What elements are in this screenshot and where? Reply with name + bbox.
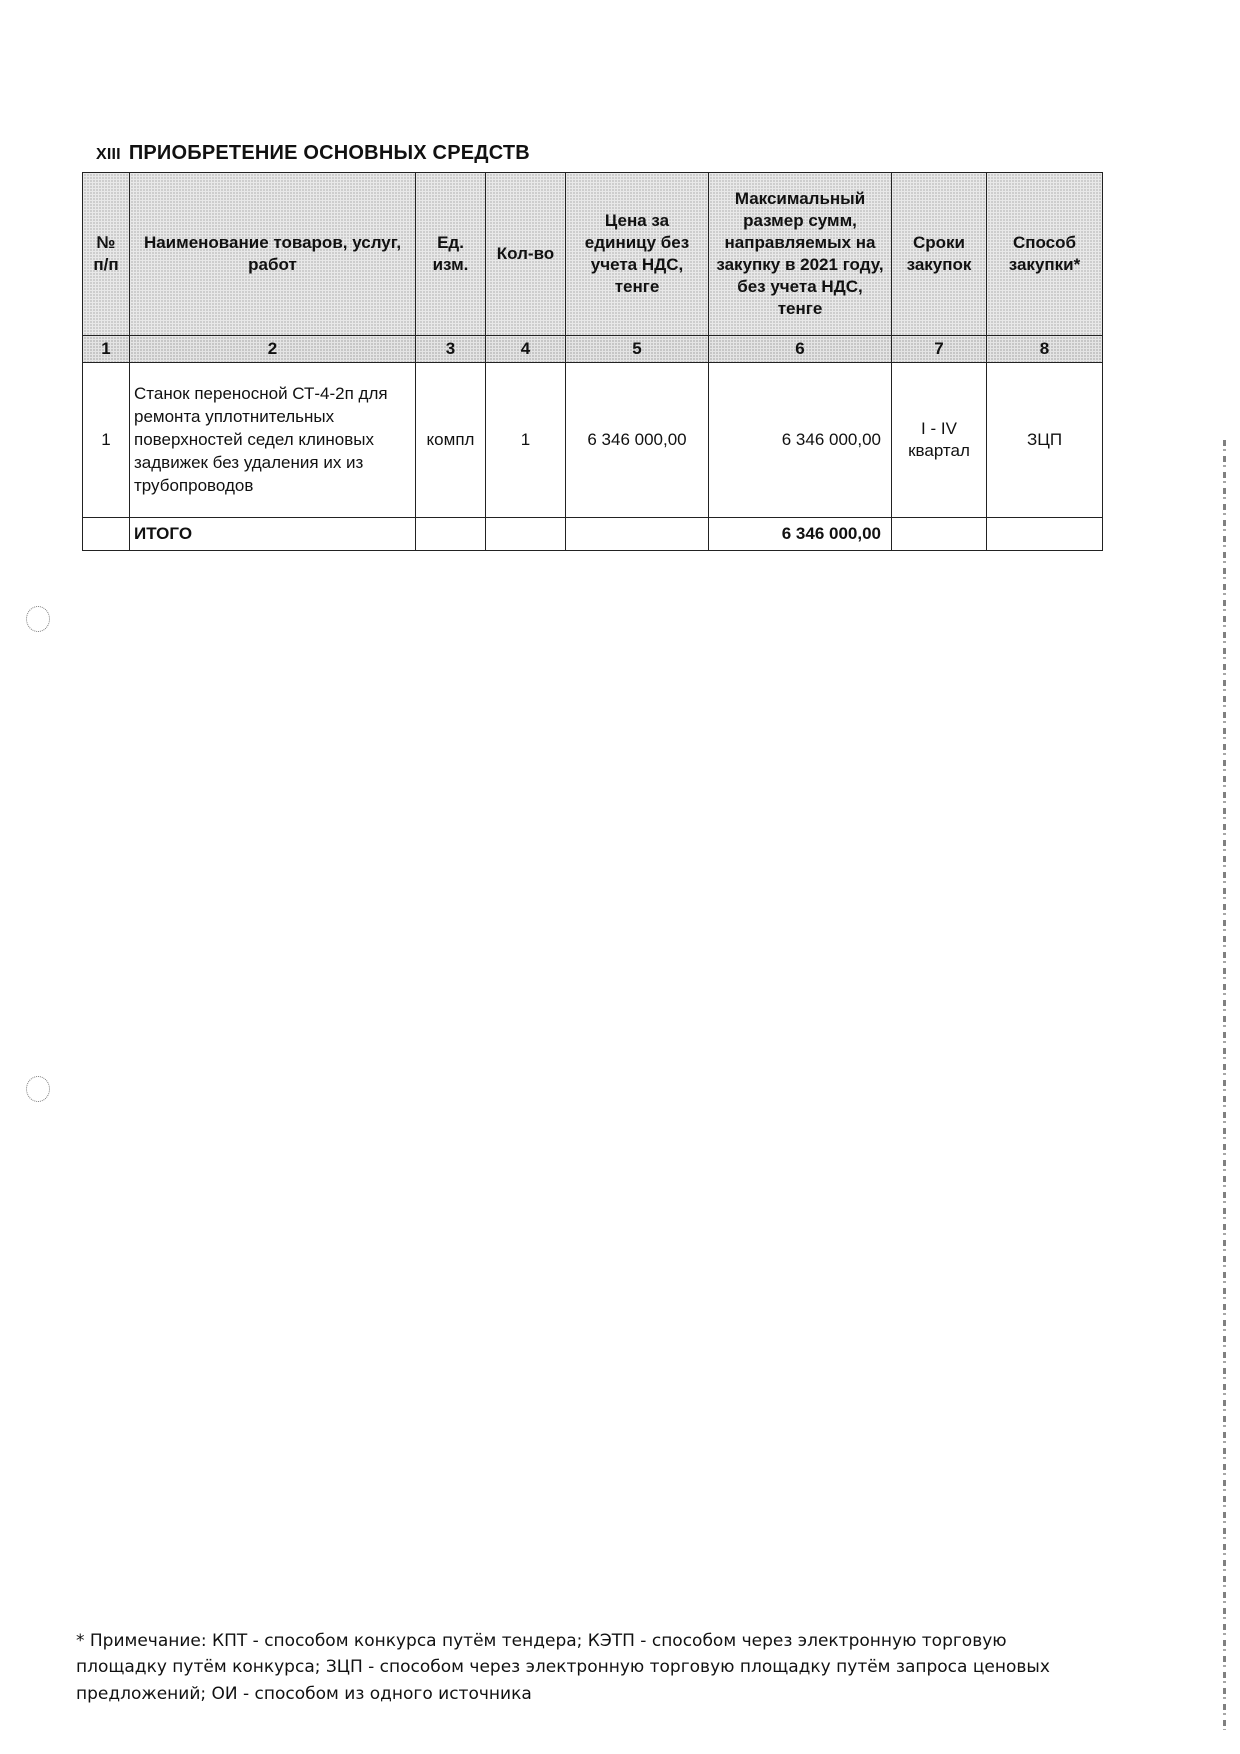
header-cell: Способ закупки*: [987, 173, 1103, 336]
table-row: [83, 363, 1103, 518]
section-number: XIII: [96, 146, 121, 163]
column-number: 3: [416, 336, 486, 363]
column-number: 2: [130, 336, 416, 363]
procurement-table: [82, 172, 1103, 551]
empty-cell: [566, 518, 709, 551]
section-title: ПРИОБРЕТЕНИЕ ОСНОВНЫХ СРЕДСТВ: [128, 142, 530, 164]
empty-cell: [892, 518, 987, 551]
terms-cell: I - IV квартал: [892, 363, 987, 518]
header-cell: Кол-во: [486, 173, 566, 336]
column-number: 8: [987, 336, 1103, 363]
footnote: * Примечание: КПТ - способом конкурса путём тендера; КЭТП - способом через электронную торговую площадку путём конкурса; ЗЦП - способом через электронную торговую площадку путём запроса ценовых предложений; ОИ - способом из одного источника: [76, 1631, 1050, 1704]
total-label: ИТОГО: [130, 518, 416, 551]
column-number: 1: [83, 336, 130, 363]
empty-cell: [416, 518, 486, 551]
total-amount: 6 346 000,00: [709, 518, 892, 551]
punch-hole-mark: [26, 606, 50, 632]
column-number-row: [83, 336, 1103, 363]
table-header-row: [83, 173, 1103, 336]
punch-hole-mark: [26, 1076, 50, 1102]
header-cell: Сроки закупок: [892, 173, 987, 336]
column-number: 5: [566, 336, 709, 363]
header-cell: № п/п: [83, 173, 130, 336]
unit-cell: компл: [416, 363, 486, 518]
header-cell: Наименование товаров, услуг, работ: [130, 173, 416, 336]
header-cell: Максимальный размер сумм, направляемых на закупку в 2021 году, без учета НДС, тенге: [709, 173, 892, 336]
quantity-cell: 1: [486, 363, 566, 518]
page-title: [96, 142, 530, 165]
row-number: 1: [83, 363, 130, 518]
unit-price-cell: 6 346 000,00: [566, 363, 709, 518]
method-cell: ЗЦП: [987, 363, 1103, 518]
header-cell: Ед. изм.: [416, 173, 486, 336]
column-number: 7: [892, 336, 987, 363]
total-row: [83, 518, 1103, 551]
column-number: 6: [709, 336, 892, 363]
empty-cell: [486, 518, 566, 551]
empty-cell: [83, 518, 130, 551]
item-name: Станок переносной СТ-4-2п для ремонта уплотнительных поверхностей седел клиновых задвижек без удаления их из трубопроводов: [130, 363, 416, 518]
empty-cell: [987, 518, 1103, 551]
column-number: 4: [486, 336, 566, 363]
header-cell: Цена за единицу без учета НДС, тенге: [566, 173, 709, 336]
scan-edge-mark: [1223, 440, 1226, 1730]
max-amount-cell: 6 346 000,00: [709, 363, 892, 518]
